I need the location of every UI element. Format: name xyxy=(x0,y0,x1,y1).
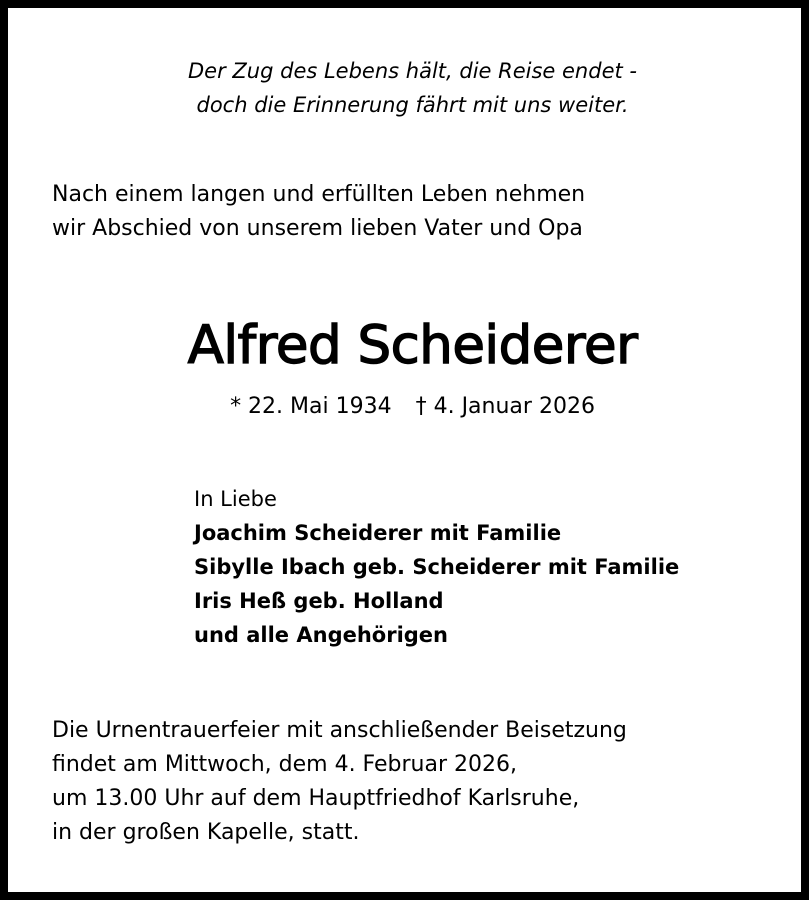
motto xyxy=(8,54,809,122)
mourners-block xyxy=(194,482,679,652)
ceremony-line: findet am Mittwoch, dem 4. Februar 2026, xyxy=(52,752,517,777)
intro-line: wir Abschied von unserem lieben Vater und Opa xyxy=(52,216,583,241)
ceremony-line: Die Urnentrauerfeier mit anschließender Beisetzung xyxy=(52,718,627,743)
intro-text xyxy=(52,178,585,246)
life-dates xyxy=(8,390,809,424)
death-date: † 4. Januar 2026 xyxy=(415,394,595,419)
intro-line: Nach einem langen und erfüllten Leben nehmen xyxy=(52,182,586,207)
ceremony-line: in der großen Kapelle, statt. xyxy=(52,820,360,845)
mourner-name: Joachim Scheiderer mit Familie xyxy=(194,521,562,545)
mourner-name: und alle Angehörigen xyxy=(194,623,448,647)
mourner-name: Iris Heß geb. Holland xyxy=(194,589,444,613)
ceremony-info xyxy=(52,714,627,850)
mourner-name: Sibylle Ibach geb. Scheiderer mit Familie xyxy=(194,555,680,579)
birth-date: * 22. Mai 1934 xyxy=(230,394,392,419)
ceremony-line: um 13.00 Uhr auf dem Hauptfriedhof Karlsruhe, xyxy=(52,786,580,811)
deceased-name: Alfred Scheiderer xyxy=(187,315,638,376)
mourners-intro: In Liebe xyxy=(194,487,277,511)
motto-line: Der Zug des Lebens hält, die Reise endet - xyxy=(188,59,637,83)
motto-line: doch die Erinnerung fährt mit uns weiter. xyxy=(196,93,629,117)
